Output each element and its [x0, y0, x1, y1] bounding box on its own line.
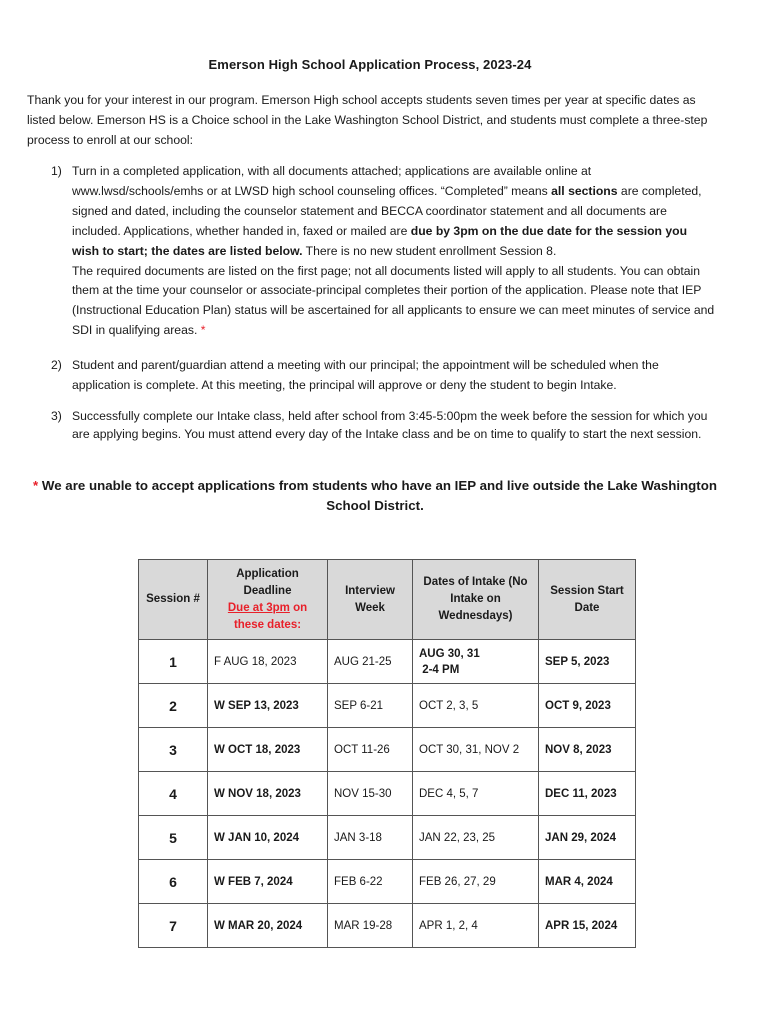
cell-interview: FEB 6-22: [328, 860, 413, 904]
cell-session: 4: [139, 772, 208, 816]
cell-deadline: W OCT 18, 2023: [208, 728, 328, 772]
header-due-time: Due at 3pm: [227, 601, 290, 614]
table-row: [139, 684, 636, 728]
cell-deadline: W FEB 7, 2024: [208, 860, 328, 904]
cell-start: APR 15, 2024: [539, 904, 636, 948]
step-number: 3): [51, 409, 62, 423]
step-text-part: are completed, signed and dated, including the counselor statement and BECCA coordinator statement and all documents are included. Applications, whether handed in, faxed or mailed are: [72, 183, 702, 238]
cell-deadline: W JAN 10, 2024: [208, 816, 328, 860]
cell-interview: MAR 19-28: [328, 904, 413, 948]
header-start: Session Start Date: [539, 560, 636, 640]
step-text-part: There is no new student enrollment Session 8.: [302, 243, 557, 258]
asterisk-mark: *: [33, 478, 39, 493]
asterisk-mark: *: [197, 323, 206, 338]
cell-intake: APR 1, 2, 4: [413, 904, 539, 948]
iep-notice: [20, 476, 730, 516]
step-text: Student and parent/guardian attend a meeting with our principal; the appointment will be scheduled when the application is complete. At this meeting, the principal will approve or deny the student to begin Intake.: [72, 358, 659, 392]
step-text: [72, 162, 717, 341]
cell-intake: DEC 4, 5, 7: [413, 772, 539, 816]
cell-intake-line: 2-4 PM: [422, 663, 460, 676]
page-title: Emerson High School Application Process, 2023-24: [208, 57, 532, 72]
header-deadline-line: Deadline: [243, 584, 292, 597]
table-row: [139, 772, 636, 816]
session-schedule-table: [138, 559, 636, 948]
step-text: Successfully complete our Intake class, held after school from 3:45-5:00pm the week before the session for which you are applying begins. You must attend every day of the Intake class and be on time to qualify to start the next session.: [72, 409, 708, 441]
cell-interview: JAN 3-18: [328, 816, 413, 860]
cell-intake: OCT 30, 31, NOV 2: [413, 728, 539, 772]
cell-start: DEC 11, 2023: [539, 772, 636, 816]
cell-start: JAN 29, 2024: [539, 816, 636, 860]
cell-interview: OCT 11-26: [328, 728, 413, 772]
cell-session: 2: [139, 684, 208, 728]
table-row: [139, 816, 636, 860]
cell-session: 3: [139, 728, 208, 772]
cell-start: MAR 4, 2024: [539, 860, 636, 904]
cell-start: OCT 9, 2023: [539, 684, 636, 728]
cell-start: SEP 5, 2023: [539, 640, 636, 684]
cell-session: 1: [139, 640, 208, 684]
cell-session: 6: [139, 860, 208, 904]
cell-interview: NOV 15-30: [328, 772, 413, 816]
cell-session: 7: [139, 904, 208, 948]
table-row: [139, 728, 636, 772]
cell-intake: OCT 2, 3, 5: [413, 684, 539, 728]
cell-deadline: W MAR 20, 2024: [208, 904, 328, 948]
header-session: Session #: [139, 560, 208, 640]
cell-interview: SEP 6-21: [328, 684, 413, 728]
header-due-dates: these dates:: [233, 618, 302, 631]
header-due-on: on: [289, 601, 308, 614]
cell-intake: [413, 640, 539, 684]
header-deadline-line: Application: [236, 567, 299, 580]
cell-intake: JAN 22, 23, 25: [413, 816, 539, 860]
cell-session: 5: [139, 816, 208, 860]
table-row: [139, 904, 636, 948]
cell-interview: AUG 21-25: [328, 640, 413, 684]
cell-start: NOV 8, 2023: [539, 728, 636, 772]
header-interview: Interview Week: [328, 560, 413, 640]
table-row: [139, 640, 636, 684]
cell-deadline: F AUG 18, 2023: [208, 640, 328, 684]
step-number: 1): [51, 164, 62, 178]
cell-intake: FEB 26, 27, 29: [413, 860, 539, 904]
notice-text: We are unable to accept applications from students who have an IEP and live outside the Lake Washington School District.: [38, 478, 717, 513]
header-intake: Dates of Intake (No Intake on Wednesdays): [413, 560, 539, 640]
table-row: [139, 860, 636, 904]
step-text-part: Turn in a completed application, with all documents attached; applications are available online at www.lwsd/schools/emhs or at LWSD high school counseling offices. “Completed” means: [72, 164, 592, 198]
step-bold-text: all sections: [551, 183, 618, 198]
step-bold-text: due by 3pm on the due date for the session you wish to start; the dates are listed below.: [72, 223, 688, 258]
cell-deadline: W NOV 18, 2023: [208, 772, 328, 816]
intro-paragraph: Thank you for your interest in our program. Emerson High school accepts students seven times per year at specific dates as listed below. Emerson HS is a Choice school in the Lake Washington School District, and students must complete a three-step process to enroll at our school:: [27, 93, 708, 147]
cell-intake-line: AUG 30, 31: [419, 647, 480, 660]
step-number: 2): [51, 358, 62, 372]
header-deadline: [208, 560, 328, 640]
step-text-part: The required documents are listed on the first page; not all documents listed will apply to all students. You can obtain them at the time your counselor or associate-principal completes their portion of the application. Please note that IEP (Instructional Education Plan) status will be ascertained for all applicants to ensure we can meet minutes of service and SDI in qualifying areas.: [72, 263, 715, 338]
cell-deadline: W SEP 13, 2023: [208, 684, 328, 728]
table-header-row: [139, 560, 636, 640]
